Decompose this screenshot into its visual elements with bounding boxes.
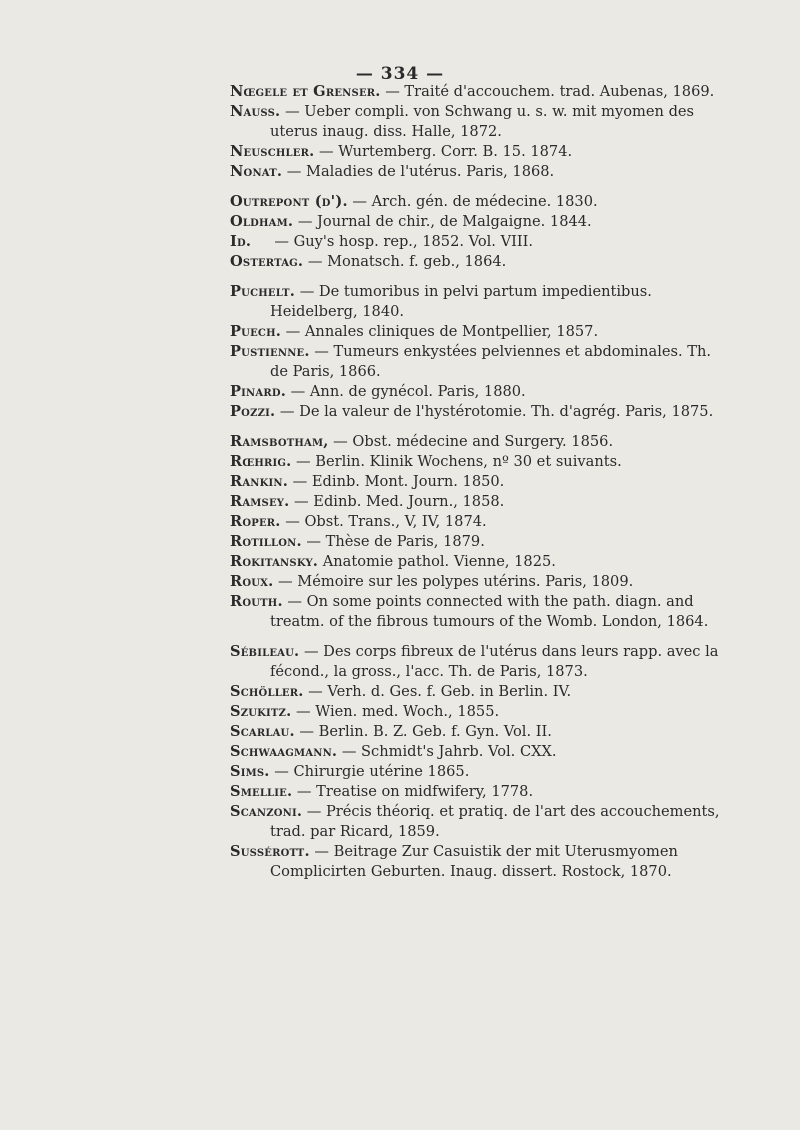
entry-author: Sébileau. [230, 643, 300, 660]
entry-reference: — Des corps fibreux de l'utérus dans leurs rapp. avec la fécond., la gross., l'acc. Th. de Paris, 1873. [270, 643, 719, 680]
bibliography-entry [230, 572, 720, 592]
entry-author: Rankin. [230, 473, 289, 490]
entry-author: Ramsbotham, [230, 433, 329, 450]
entry-reference: — Edinb. Mont. Journ. 1850. [288, 473, 505, 490]
bibliography-entry [230, 552, 720, 572]
entry-author: Nonat. [230, 163, 283, 180]
entry-author: Rœhrig. [230, 453, 292, 470]
bibliography-entry [230, 452, 720, 472]
bibliography-entry [230, 162, 720, 182]
entry-author: Scarlau. [230, 723, 295, 740]
entry-reference: — Beitrage Zur Casuistik der mit Uterusmyomen Complicirten Geburten. Inaug. dissert. Rostock, 1870. [270, 843, 678, 880]
entry-author: Puchelt. [230, 283, 296, 300]
group-spacer [0, 632, 800, 642]
bibliography-entry [230, 192, 720, 212]
entry-author: Smellie. [230, 783, 293, 800]
entry-reference: — De la valeur de l'hystérotomie. Th. d'agrég. Paris, 1875. [275, 403, 714, 420]
entry-reference: — Berlin. Klinik Wochens, nº 30 et suivants. [291, 453, 622, 470]
entry-reference: — Edinb. Med. Journ., 1858. [289, 493, 505, 510]
entry-author: Id. [230, 233, 252, 250]
page-number: — 334 — [355, 64, 445, 84]
group-spacer [0, 182, 800, 192]
entry-author: Pustienne. [230, 343, 310, 360]
entry-author: Routh. [230, 593, 283, 610]
bibliography-entry [230, 82, 720, 102]
entry-reference: — On some points connected with the path. diagn. and treatm. of the fibrous tumours of the Womb. London, 1864. [270, 593, 709, 630]
entry-reference: — Journal de chir., de Malgaigne. 1844. [293, 213, 592, 230]
bibliography-entry [230, 432, 720, 452]
entry-reference: — Mémoire sur les polypes utérins. Paris, 1809. [273, 573, 634, 590]
entry-author: Roper. [230, 513, 281, 530]
entry-author: Szukitz. [230, 703, 292, 720]
bibliography-entry [230, 382, 720, 402]
entry-reference: — Arch. gén. de médecine. 1830. [347, 193, 598, 210]
entry-reference: — Chirurgie utérine 1865. [269, 763, 470, 780]
entry-reference: — Guy's hosp. rep., 1852. Vol. VIII. [251, 233, 534, 250]
entry-reference: Anatomie pathol. Vienne, 1825. [318, 553, 556, 570]
entry-reference: — Wurtemberg. Corr. B. 15. 1874. [314, 143, 573, 160]
entry-author: Outrepont (d'). [230, 193, 348, 210]
bibliography-entry [230, 842, 720, 882]
entry-reference: — Treatise on midfwifery, 1778. [292, 783, 534, 800]
bibliography-entry [230, 742, 720, 762]
bibliography-entry [230, 142, 720, 162]
bibliography-entry [230, 702, 720, 722]
bibliography-entry [230, 642, 720, 682]
bibliography-entry [230, 532, 720, 552]
entry-reference: — Maladies de l'utérus. Paris, 1868. [282, 163, 555, 180]
entry-author: Nœgele et Grenser. [230, 83, 381, 100]
bibliography-entry [230, 762, 720, 782]
entry-reference: — De tumoribus in pelvi partum impedientibus. Heidelberg, 1840. [270, 283, 652, 320]
entry-reference: — Tumeurs enkystées pelviennes et abdominales. Th. de Paris, 1866. [270, 343, 712, 380]
group-spacer [0, 272, 800, 282]
entry-author: Rotillon. [230, 533, 302, 550]
entry-reference: — Wien. med. Woch., 1855. [291, 703, 500, 720]
bibliography-entry [230, 512, 720, 532]
entry-author: Neuschler. [230, 143, 315, 160]
bibliography-entry [230, 252, 720, 272]
bibliography-entry [230, 782, 720, 802]
bibliography-entry [230, 802, 720, 842]
bibliography-entry [230, 492, 720, 512]
entry-reference: — Obst. médecine and Surgery. 1856. [328, 433, 614, 450]
bibliography-entry [230, 212, 720, 232]
bibliography-entry [230, 682, 720, 702]
entry-author: Sims. [230, 763, 270, 780]
bibliography-entry [230, 102, 720, 142]
bibliography-entry [230, 402, 720, 422]
group-spacer [0, 422, 800, 432]
entry-author: Roux. [230, 573, 274, 590]
bibliography-entry [230, 322, 720, 342]
entry-reference: — Obst. Trans., V, IV, 1874. [280, 513, 487, 530]
entry-reference: — Ueber compli. von Schwang u. s. w. mit myomen des uterus inaug. diss. Halle, 1872. [270, 103, 695, 140]
bibliography-entry [230, 722, 720, 742]
entry-reference: — Thèse de Paris, 1879. [301, 533, 485, 550]
entry-reference: — Ann. de gynécol. Paris, 1880. [286, 383, 526, 400]
entry-author: Rokitansky. [230, 553, 319, 570]
entry-author: Nauss. [230, 103, 281, 120]
entry-reference: — Verh. d. Ges. f. Geb. in Berlin. IV. [303, 683, 572, 700]
entry-reference: — Schmidt's Jahrb. Vol. CXX. [337, 743, 557, 760]
entry-reference: — Monatsch. f. geb., 1864. [303, 253, 507, 270]
entry-author: Ostertag. [230, 253, 304, 270]
entry-reference: — Annales cliniques de Montpellier, 1857. [281, 323, 599, 340]
entry-author: Oldham. [230, 213, 294, 230]
entry-author: Ramsey. [230, 493, 290, 510]
entry-reference: — Berlin. B. Z. Geb. f. Gyn. Vol. II. [294, 723, 552, 740]
bibliography-entry [230, 592, 720, 632]
entry-author: Scanzoni. [230, 803, 303, 820]
entry-author: Pinard. [230, 383, 287, 400]
bibliography [0, 82, 800, 882]
entry-author: Puech. [230, 323, 282, 340]
entry-reference: — Précis théoriq. et pratiq. de l'art des accouchements, trad. par Ricard, 1859. [270, 803, 720, 840]
bibliography-entry [230, 342, 720, 382]
entry-author: Sussérott. [230, 843, 310, 860]
bibliography-entry [230, 282, 720, 322]
entry-reference: — Traité d'accouchem. trad. Aubenas, 1869. [380, 83, 715, 100]
entry-author: Pozzi. [230, 403, 276, 420]
bibliography-entry [230, 232, 720, 252]
bibliography-entry [230, 472, 720, 492]
entry-author: Schöller. [230, 683, 304, 700]
entry-author: Schwaagmann. [230, 743, 338, 760]
